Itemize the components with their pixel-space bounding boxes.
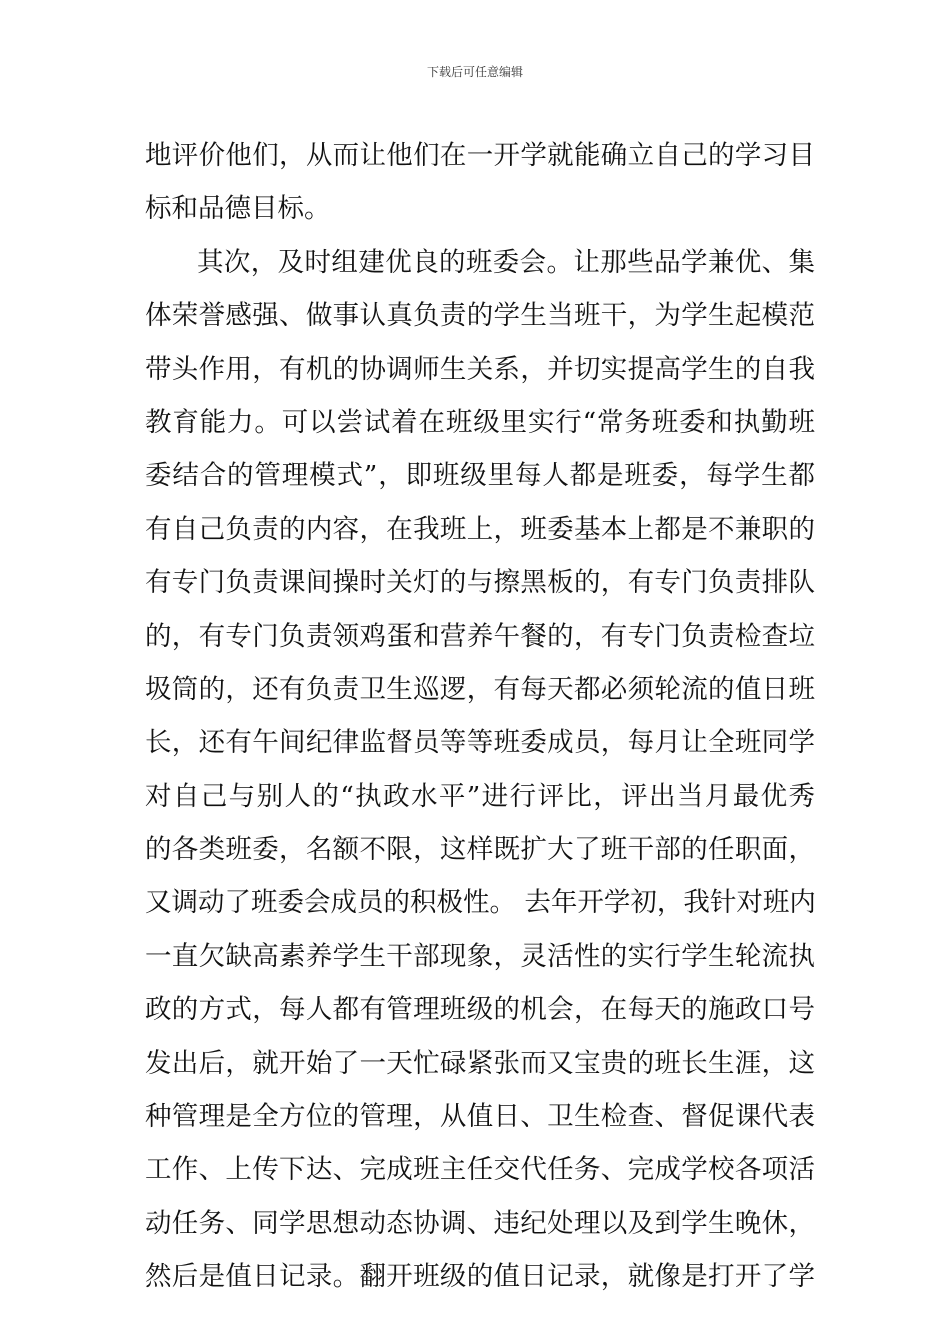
text-line: 然后是值日记录。翻开班级的值日记录，就像是打开了学 xyxy=(145,1261,815,1293)
text-line: 又调动了班委会成员的积极性。 去年开学初，我针对班内 xyxy=(145,887,816,919)
text-line: 工作、上传下达、完成班主任交代任务、完成学校各项活 xyxy=(145,1154,815,1186)
text-line: 地评价他们，从而让他们在一开学就能确立自己的学习目 xyxy=(145,140,815,171)
text-line: 有自己负责的内容，在我班上，班委基本上都是不兼职的 xyxy=(145,513,815,545)
text-line: 圾筒的，还有负责卫生巡逻，有每天都必须轮流的值日班 xyxy=(145,673,815,705)
text-line: 带头作用，有机的协调师生关系，并切实提高学生的自我 xyxy=(145,353,815,385)
text-line: 标和品德目标。 xyxy=(145,193,331,225)
page-header: 下载后可任意编辑 xyxy=(426,65,523,79)
text-line: 体荣誉感强、做事认真负责的学生当班干，为学生起模范 xyxy=(145,300,815,332)
text-line: 委结合的管理模式”，即班级里每人都是班委，每学生都 xyxy=(145,460,815,492)
text-line: 动任务、同学思想动态协调、违纪处理以及到学生晚休， xyxy=(145,1207,815,1239)
text-line: 种管理是全方位的管理，从值日、卫生检查、督促课代表 xyxy=(145,1101,815,1133)
text-line: 对自己与别人的“执政水平”进行评比，评出当月最优秀 xyxy=(145,780,815,812)
text-line: 有专门负责课间操时关灯的与擦黑板的，有专门负责排队 xyxy=(145,567,815,599)
body-text xyxy=(145,129,815,1304)
text-line: 的，有专门负责领鸡蛋和营养午餐的，有专门负责检查垃 xyxy=(145,620,815,652)
text-line: 教育能力。可以尝试着在班级里实行“常务班委和执勤班 xyxy=(145,406,815,438)
text-line: 政的方式，每人都有管理班级的机会，在每天的施政口号 xyxy=(145,994,815,1026)
text-line: 其次，及时组建优良的班委会。让那些品学兼优、集 xyxy=(197,246,815,278)
text-line: 发出后，就开始了一天忙碌紧张而又宝贵的班长生涯，这 xyxy=(145,1047,815,1079)
text-line: 一直欠缺高素养学生干部现象，灵活性的实行学生轮流执 xyxy=(145,940,815,972)
text-line: 的各类班委，名额不限，这样既扩大了班干部的任职面， xyxy=(145,834,815,866)
text-line: 长，还有午间纪律监督员等等班委成员，每月让全班同学 xyxy=(145,727,815,759)
